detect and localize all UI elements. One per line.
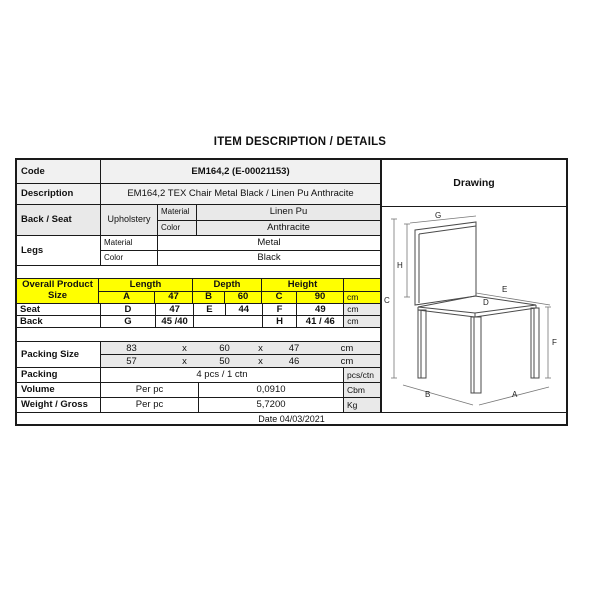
packing-size-label: Packing Size bbox=[17, 342, 101, 367]
size-col-length: Length bbox=[99, 279, 193, 291]
back-seat-material-row bbox=[158, 205, 380, 221]
spacer-cell bbox=[17, 266, 380, 278]
spec-table bbox=[15, 158, 568, 426]
row-size-header bbox=[17, 279, 380, 304]
seat-value-f: 49 bbox=[297, 304, 344, 315]
dim-label-c: C bbox=[384, 296, 390, 305]
dim-label-e: E bbox=[502, 285, 508, 294]
description-label: Description bbox=[17, 184, 101, 204]
seat-letter-e: E bbox=[194, 304, 226, 315]
chair-line-drawing bbox=[382, 207, 564, 412]
packing-size-row-1 bbox=[101, 342, 380, 355]
back-seat-group: Upholstery bbox=[101, 205, 158, 235]
date-text: Date 04/03/2021 bbox=[258, 413, 325, 424]
packing-size-values bbox=[101, 342, 380, 367]
row-seat bbox=[17, 304, 380, 316]
seat-letter-f: F bbox=[263, 304, 298, 315]
back-seat-color-key: Color bbox=[158, 221, 197, 236]
back-value-h: 41 / 46 bbox=[297, 316, 344, 327]
legs-material-key: Material bbox=[101, 236, 158, 250]
seat-label: Seat bbox=[17, 304, 101, 315]
chair-shape bbox=[415, 222, 539, 393]
packing-dim: 57 bbox=[126, 355, 137, 367]
back-seat-subrows bbox=[158, 205, 380, 235]
drawing-panel bbox=[382, 160, 566, 412]
row-back bbox=[17, 316, 380, 328]
code-value: EM164,2 (E-00021153) bbox=[101, 160, 380, 183]
legs-color-key: Color bbox=[101, 251, 158, 265]
spec-table-main bbox=[17, 160, 566, 412]
size-overall-letter-a: A bbox=[99, 292, 155, 304]
row-packing bbox=[17, 368, 380, 383]
spacer-row bbox=[17, 266, 380, 279]
legs-material-value: Metal bbox=[257, 237, 281, 249]
packing-x: x bbox=[182, 342, 187, 354]
volume-value: 0,0910 bbox=[199, 383, 344, 397]
size-header-label: Overall Product Size bbox=[17, 279, 99, 303]
size-overall-value-b: 60 bbox=[225, 292, 262, 304]
size-overall-letter-b: B bbox=[193, 292, 225, 304]
size-overall-value-a: 47 bbox=[155, 292, 193, 304]
back-seat-label: Back / Seat bbox=[17, 205, 101, 235]
back-depth-empty bbox=[194, 316, 263, 327]
packing-size-row-2 bbox=[101, 355, 380, 367]
weight-unit: Kg bbox=[344, 398, 380, 412]
spacer-row bbox=[17, 328, 380, 342]
back-unit: cm bbox=[344, 316, 380, 327]
dim-label-b: B bbox=[425, 390, 431, 399]
row-packing-size bbox=[17, 342, 380, 368]
row-back-seat bbox=[17, 205, 380, 236]
packing-unit: cm bbox=[340, 355, 354, 367]
description-value: EM164,2 TEX Chair Metal Black / Linen Pu Anthracite bbox=[101, 184, 380, 204]
legs-subrows bbox=[101, 236, 380, 265]
date-row bbox=[17, 412, 566, 424]
seat-letter-d: D bbox=[101, 304, 157, 315]
row-code bbox=[17, 160, 380, 184]
code-label: Code bbox=[17, 160, 101, 183]
seat-unit: cm bbox=[344, 304, 380, 315]
size-col-height: Height bbox=[262, 279, 344, 291]
drawing-body bbox=[382, 207, 566, 412]
volume-label: Volume bbox=[17, 383, 101, 397]
legs-color-row bbox=[101, 251, 380, 265]
size-header-row bbox=[99, 279, 380, 292]
legs-label: Legs bbox=[17, 236, 101, 265]
legs-color-value: Black bbox=[257, 252, 281, 264]
weight-basis: Per pc bbox=[101, 398, 199, 412]
volume-basis: Per pc bbox=[101, 383, 199, 397]
volume-unit: Cbm bbox=[344, 383, 380, 397]
legs-material-row bbox=[101, 236, 380, 251]
back-seat-material-value: Linen Pu bbox=[197, 205, 380, 220]
spacer-cell bbox=[17, 328, 380, 341]
dim-label-f: F bbox=[552, 338, 557, 347]
packing-unit-cell: pcs/ctn bbox=[344, 368, 380, 382]
packing-dim: 83 bbox=[126, 342, 137, 354]
packing-x: x bbox=[182, 355, 187, 367]
packing-unit: cm bbox=[340, 342, 354, 354]
packing-label: Packing bbox=[17, 368, 101, 382]
size-overall-row bbox=[99, 292, 380, 304]
dim-label-g: G bbox=[435, 211, 442, 220]
back-value-g: 45 /40 bbox=[156, 316, 194, 327]
weight-value: 5,7200 bbox=[199, 398, 344, 412]
dim-label-d: D bbox=[483, 298, 489, 307]
back-seat-color-value: Anthracite bbox=[197, 221, 380, 236]
page-title: ITEM DESCRIPTION / DETAILS bbox=[213, 136, 387, 148]
packing-dim: 60 bbox=[219, 342, 230, 354]
row-weight bbox=[17, 398, 380, 412]
dim-label-h: H bbox=[397, 261, 403, 270]
packing-dim: 47 bbox=[288, 342, 300, 354]
row-volume bbox=[17, 383, 380, 398]
back-letter-h: H bbox=[263, 316, 298, 327]
packing-value: 4 pcs / 1 ctn bbox=[101, 368, 344, 382]
size-col-depth: Depth bbox=[193, 279, 262, 291]
size-col-unit-blank bbox=[344, 279, 380, 291]
size-overall-unit: cm bbox=[344, 292, 380, 304]
packing-x: x bbox=[258, 355, 263, 367]
back-label: Back bbox=[17, 316, 101, 327]
size-overall-value-c: 90 bbox=[297, 292, 344, 304]
seat-value-d: 47 bbox=[156, 304, 194, 315]
seat-value-e: 44 bbox=[226, 304, 263, 315]
size-header-cols bbox=[99, 279, 380, 303]
row-description bbox=[17, 184, 380, 205]
dim-label-a: A bbox=[512, 390, 518, 399]
packing-dim: 50 bbox=[219, 355, 230, 367]
drawing-header: Drawing bbox=[382, 160, 566, 207]
weight-label: Weight / Gross bbox=[17, 398, 101, 412]
back-seat-material-key: Material bbox=[158, 205, 197, 220]
size-overall-letter-c: C bbox=[262, 292, 297, 304]
back-letter-g: G bbox=[101, 316, 157, 327]
packing-dim: 46 bbox=[288, 355, 300, 367]
packing-x: x bbox=[258, 342, 263, 354]
back-seat-color-row bbox=[158, 221, 380, 236]
row-legs bbox=[17, 236, 380, 266]
spec-table-left bbox=[17, 160, 382, 412]
